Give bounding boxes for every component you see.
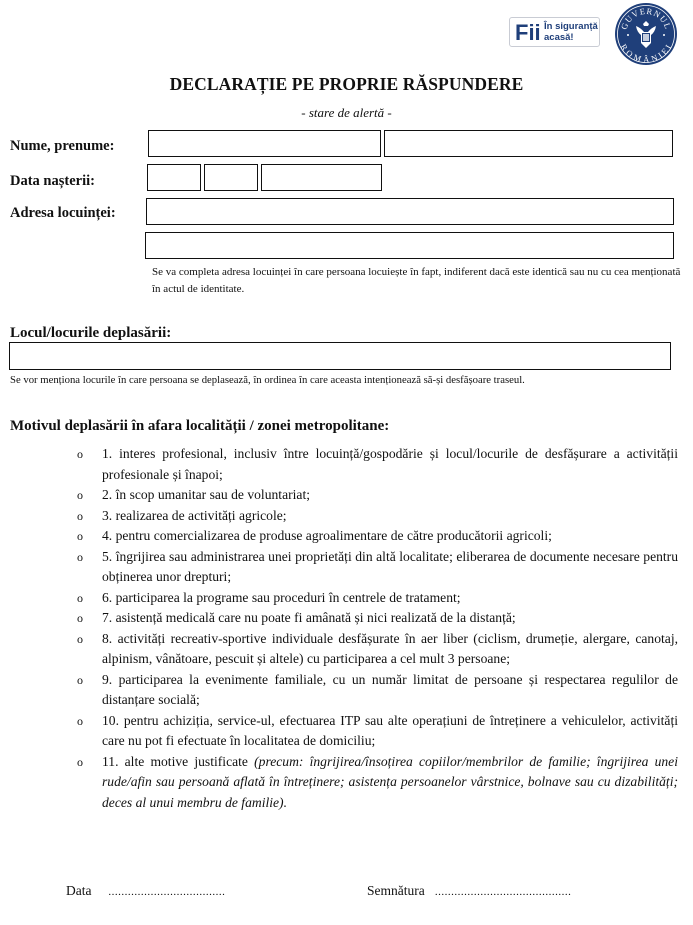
address-line1-field[interactable]	[146, 198, 674, 225]
circle-bullet-icon: o	[77, 549, 83, 564]
name-label: Nume, prenume:	[10, 138, 115, 154]
reasons-title: Motivul deplasării în afara localității / zonei metropolitane:	[10, 418, 390, 434]
fii-logo-small-text: În siguranță acasă!	[544, 21, 598, 43]
reason-item-3[interactable]: o 3. realizarea de activități agricole;	[70, 506, 678, 527]
reason-item-11[interactable]: o 11. alte motive justificate (precum: îngrijirea/însoțirea copiilor/membrilor de familie; îngrijirea unei rude/afin sau persoană aflată în întreținere; asistența persoanelor vârstnice, bolnave sau cu dizabilități; deces al unui membru de familie).	[77, 753, 678, 810]
places-field[interactable]	[9, 342, 671, 370]
reason-item-7[interactable]: o 7. asistență medicală care nu poate fi amânată și nici realizată de la distanță;	[70, 608, 678, 629]
places-label: Locul/locurile deplasării:	[10, 325, 172, 341]
guvernul-romaniei-seal-icon	[614, 2, 678, 66]
birth-year-field[interactable]	[261, 164, 382, 191]
reason-item-9[interactable]: o 9. participarea la evenimente familiale, cu un număr limitat de persoane și respectarea regulilor de distanțare socială;	[77, 671, 678, 707]
circle-bullet-icon: o	[77, 631, 83, 646]
circle-bullet-icon: o	[77, 529, 83, 543]
signature-line	[367, 883, 571, 899]
reason-11-examples: (precum: îngrijirea/însoțirea copiilor/membrilor de familie; îngrijirea unei rude/afin sau persoană aflată în întreținere; asistența persoanelor vârstnice, bolnave sau cu dizabilități; deces al unui membru de familie).	[102, 753, 678, 810]
birth-date-label: Data nașterii:	[10, 173, 95, 189]
first-name-field[interactable]	[384, 130, 673, 157]
reason-item-2[interactable]: o 2. în scop umanitar sau de voluntariat;	[70, 485, 678, 506]
fii-logo-big-text: Fii	[515, 20, 541, 45]
address-note: Se va completa adresa locuinței în care persoana locuiește în fapt, indiferent dacă este identică sau nu cu cea menționată în actul de identitate.	[152, 266, 681, 295]
svg-text:GUVERNUL: GUVERNUL	[618, 5, 674, 31]
reason-item-8[interactable]: o 8. activități recreativ-sportive individuale desfășurate în aer liber (ciclism, drumeție, alergare, canotaj, alpinism, vânătoare, pescuit și altele) cu participarea a cel mult 3 persoane;	[77, 630, 678, 666]
fii-in-siguranta-logo	[509, 17, 600, 47]
circle-bullet-icon: o	[77, 754, 83, 769]
signature-label: Semnătura	[367, 883, 425, 898]
circle-bullet-icon: o	[77, 713, 83, 728]
document-title: DECLARAȚIE PE PROPRIE RĂSPUNDERE	[169, 74, 524, 94]
date-label: Data	[66, 883, 92, 898]
signature-field[interactable]: ..........................................	[434, 886, 572, 898]
birth-day-field[interactable]	[147, 164, 201, 191]
circle-bullet-icon: o	[77, 488, 83, 502]
circle-bullet-icon: o	[77, 672, 83, 687]
reasons-list	[70, 444, 678, 813]
reason-item-4[interactable]: o 4. pentru comercializarea de produse agroalimentare de către producătorii agricoli;	[70, 526, 678, 547]
last-name-field[interactable]	[148, 130, 381, 157]
circle-bullet-icon: o	[77, 508, 83, 523]
document-subtitle: - stare de alertă -	[301, 105, 392, 120]
places-note: Se vor menționa locurile în care persoana se deplasează, în ordinea în care aceasta intenționează să-și desfășoare traseul.	[10, 374, 525, 386]
date-signature-line	[66, 883, 225, 899]
birth-month-field[interactable]	[204, 164, 258, 191]
reason-item-1[interactable]: o 1. interes profesional, inclusiv între locuință/gospodărie și locul/locurile de desfășurare a activității profesionale și înapoi;	[77, 446, 678, 482]
date-field[interactable]: ....................................	[108, 886, 226, 898]
circle-bullet-icon: o	[77, 611, 83, 625]
reason-item-6[interactable]: o 6. participarea la programe sau proceduri în centrele de tratament;	[70, 588, 678, 609]
reason-item-5[interactable]: o 5. îngrijirea sau administrarea unei proprietăți din altă localitate; eliberarea de documente necesare pentru obținerea unor drepturi;	[77, 548, 678, 584]
circle-bullet-icon: o	[77, 590, 83, 605]
address-line2-field[interactable]	[145, 232, 674, 259]
address-label: Adresa locuinței:	[10, 205, 116, 221]
reason-item-10[interactable]: o 10. pentru achiziția, service-ul, efectuarea ITP sau alte operațiuni de întreținere a vehiculelor, activități care nu pot fi efectuate în localitatea de domiciliu;	[77, 712, 678, 748]
circle-bullet-icon: o	[77, 447, 83, 461]
svg-text:ROMÂNIEI: ROMÂNIEI	[618, 42, 674, 65]
